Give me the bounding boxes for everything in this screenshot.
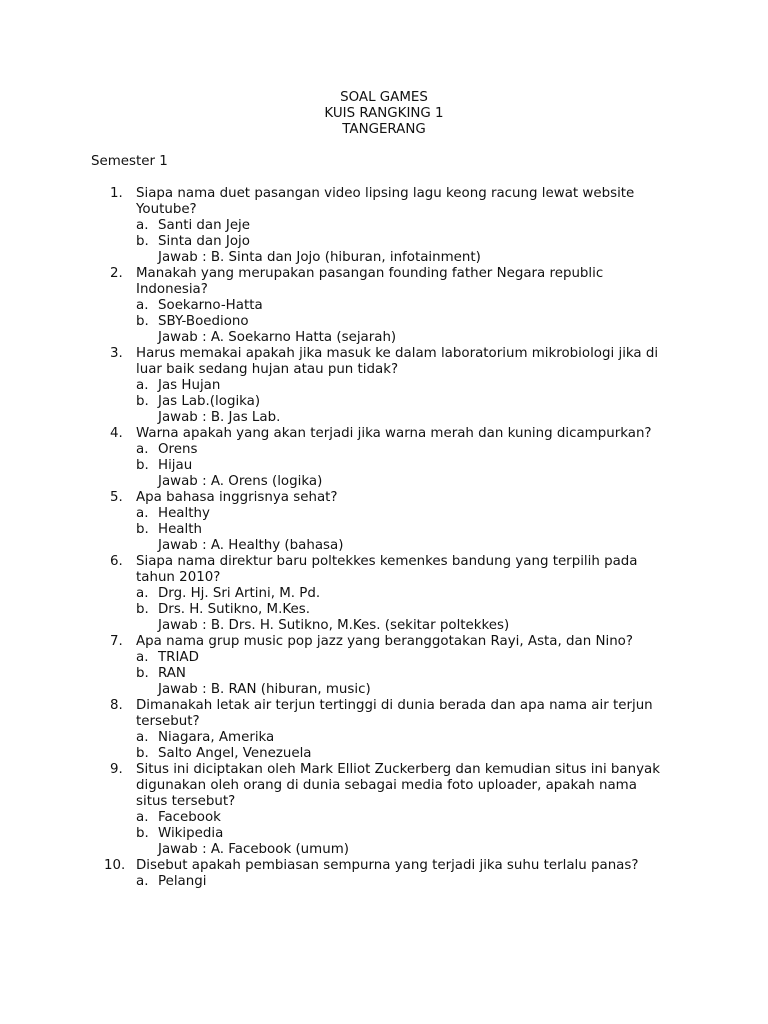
answer-option xyxy=(0,218,768,234)
question-number: 7. xyxy=(110,634,123,649)
question-line: Dimanakah letak air terjun tertinggi di dunia berada dan apa nama air terjun xyxy=(136,698,653,713)
question-number: 9. xyxy=(110,762,123,777)
question-line: Youtube? xyxy=(136,202,197,217)
title-line-2: KUIS RANGKING 1 xyxy=(324,106,444,121)
option-text: Health xyxy=(158,522,202,537)
answer-option xyxy=(0,666,768,682)
question-number: 4. xyxy=(110,426,123,441)
option-text: Salto Angel, Venezuela xyxy=(158,746,312,761)
question-line: tersebut? xyxy=(136,714,200,729)
option-letter: b. xyxy=(136,234,149,249)
question-item xyxy=(0,346,768,426)
option-text: Drs. H. Sutikno, M.Kes. xyxy=(158,602,310,617)
question-line: digunakan oleh orang di dunia sebagai media foto uploader, apakah nama xyxy=(136,778,637,793)
option-letter: b. xyxy=(136,826,149,841)
answer-option xyxy=(0,522,768,538)
answer-option xyxy=(0,234,768,250)
question-line: luar baik sedang hujan atau pun tidak? xyxy=(136,362,399,377)
option-letter: a. xyxy=(136,730,149,745)
title-line-3: TANGERANG xyxy=(342,122,426,137)
question-line: tahun 2010? xyxy=(136,570,221,585)
option-letter: b. xyxy=(136,746,149,761)
option-text: Santi dan Jeje xyxy=(158,218,251,233)
option-letter: a. xyxy=(136,378,149,393)
option-text: SBY-Boediono xyxy=(158,314,249,329)
option-letter: a. xyxy=(136,298,149,313)
question-item xyxy=(0,634,768,698)
question-number: 3. xyxy=(110,346,123,361)
question-text xyxy=(136,634,684,650)
answer-option xyxy=(0,298,768,314)
answer-key: Jawab : B. Drs. H. Sutikno, M.Kes. (sekitar poltekkes) xyxy=(158,618,510,633)
answer-option xyxy=(0,810,768,826)
question-item xyxy=(0,490,768,554)
question-number: 5. xyxy=(110,490,123,505)
option-text: Sinta dan Jojo xyxy=(158,234,250,249)
semester-label: Semester 1 xyxy=(91,154,168,169)
option-letter: a. xyxy=(136,442,149,457)
question-line: Harus memakai apakah jika masuk ke dalam laboratorium mikrobiologi jika di xyxy=(136,346,659,361)
option-text: Healthy xyxy=(158,506,210,521)
answer-option xyxy=(0,650,768,666)
answer-option xyxy=(0,730,768,746)
question-item xyxy=(0,554,768,634)
option-text: TRIAD xyxy=(158,650,199,665)
answer-option xyxy=(0,746,768,762)
option-letter: a. xyxy=(136,650,149,665)
question-text xyxy=(136,490,684,506)
option-letter: b. xyxy=(136,602,149,617)
question-line: Apa bahasa inggrisnya sehat? xyxy=(136,490,338,505)
answer-key: Jawab : A. Soekarno Hatta (sejarah) xyxy=(158,330,397,345)
question-text xyxy=(136,762,684,810)
question-item xyxy=(0,426,768,490)
question-number: 1. xyxy=(110,186,123,201)
answer-option xyxy=(0,394,768,410)
question-number: 6. xyxy=(110,554,123,569)
question-item xyxy=(0,698,768,762)
question-text xyxy=(136,346,684,378)
answer-option xyxy=(0,586,768,602)
option-text: Niagara, Amerika xyxy=(158,730,275,745)
option-text: Pelangi xyxy=(158,874,207,889)
answer-option xyxy=(0,506,768,522)
option-text: Orens xyxy=(158,442,198,457)
question-number: 2. xyxy=(110,266,123,281)
option-text: Drg. Hj. Sri Artini, M. Pd. xyxy=(158,586,321,601)
option-letter: a. xyxy=(136,874,149,889)
option-text: Soekarno-Hatta xyxy=(158,298,263,313)
option-letter: b. xyxy=(136,314,149,329)
question-line: Disebut apakah pembiasan sempurna yang terjadi jika suhu terlalu panas? xyxy=(136,858,639,873)
option-text: Hijau xyxy=(158,458,193,473)
question-line: Indonesia? xyxy=(136,282,208,297)
answer-key: Jawab : A. Facebook (umum) xyxy=(158,842,349,857)
question-number: 10. xyxy=(104,858,126,873)
question-number: 8. xyxy=(110,698,123,713)
question-line: Apa nama grup music pop jazz yang beranggotakan Rayi, Asta, dan Nino? xyxy=(136,634,633,649)
option-letter: a. xyxy=(136,586,149,601)
question-text xyxy=(136,426,684,442)
answer-option xyxy=(0,826,768,842)
answer-key: Jawab : B. Sinta dan Jojo (hiburan, infotainment) xyxy=(158,250,481,265)
question-line: Warna apakah yang akan terjadi jika warna merah dan kuning dicampurkan? xyxy=(136,426,652,441)
option-text: Jas Lab.(logika) xyxy=(158,394,261,409)
answer-key: Jawab : B. Jas Lab. xyxy=(158,410,281,425)
answer-option xyxy=(0,378,768,394)
option-letter: b. xyxy=(136,522,149,537)
question-line: Siapa nama duet pasangan video lipsing lagu keong racung lewat website xyxy=(136,186,635,201)
question-item xyxy=(0,186,768,266)
answer-option xyxy=(0,458,768,474)
option-text: RAN xyxy=(158,666,186,681)
answer-option xyxy=(0,874,768,890)
title-line-1: SOAL GAMES xyxy=(340,90,428,105)
question-line: Situs ini diciptakan oleh Mark Elliot Zuckerberg dan kemudian situs ini banyak xyxy=(136,762,660,777)
question-text xyxy=(136,266,684,298)
option-letter: b. xyxy=(136,666,149,681)
option-letter: a. xyxy=(136,810,149,825)
question-text xyxy=(136,554,684,586)
answer-key: Jawab : A. Healthy (bahasa) xyxy=(158,538,344,553)
question-line: situs tersebut? xyxy=(136,794,236,809)
question-list xyxy=(0,186,768,890)
question-item xyxy=(0,762,768,858)
question-item xyxy=(0,266,768,346)
document-title xyxy=(0,90,768,138)
option-text: Facebook xyxy=(158,810,221,825)
question-text xyxy=(136,698,684,730)
option-letter: a. xyxy=(136,218,149,233)
answer-key: Jawab : A. Orens (logika) xyxy=(158,474,323,489)
option-letter: a. xyxy=(136,506,149,521)
question-item xyxy=(0,858,768,890)
option-text: Wikipedia xyxy=(158,826,224,841)
option-letter: b. xyxy=(136,458,149,473)
option-text: Jas Hujan xyxy=(158,378,221,393)
answer-key: Jawab : B. RAN (hiburan, music) xyxy=(158,682,371,697)
question-text xyxy=(136,186,684,218)
answer-option xyxy=(0,602,768,618)
question-line: Siapa nama direktur baru poltekkes kemenkes bandung yang terpilih pada xyxy=(136,554,638,569)
answer-option xyxy=(0,442,768,458)
question-text xyxy=(136,858,684,874)
option-letter: b. xyxy=(136,394,149,409)
question-line: Manakah yang merupakan pasangan founding father Negara republic xyxy=(136,266,604,281)
answer-option xyxy=(0,314,768,330)
